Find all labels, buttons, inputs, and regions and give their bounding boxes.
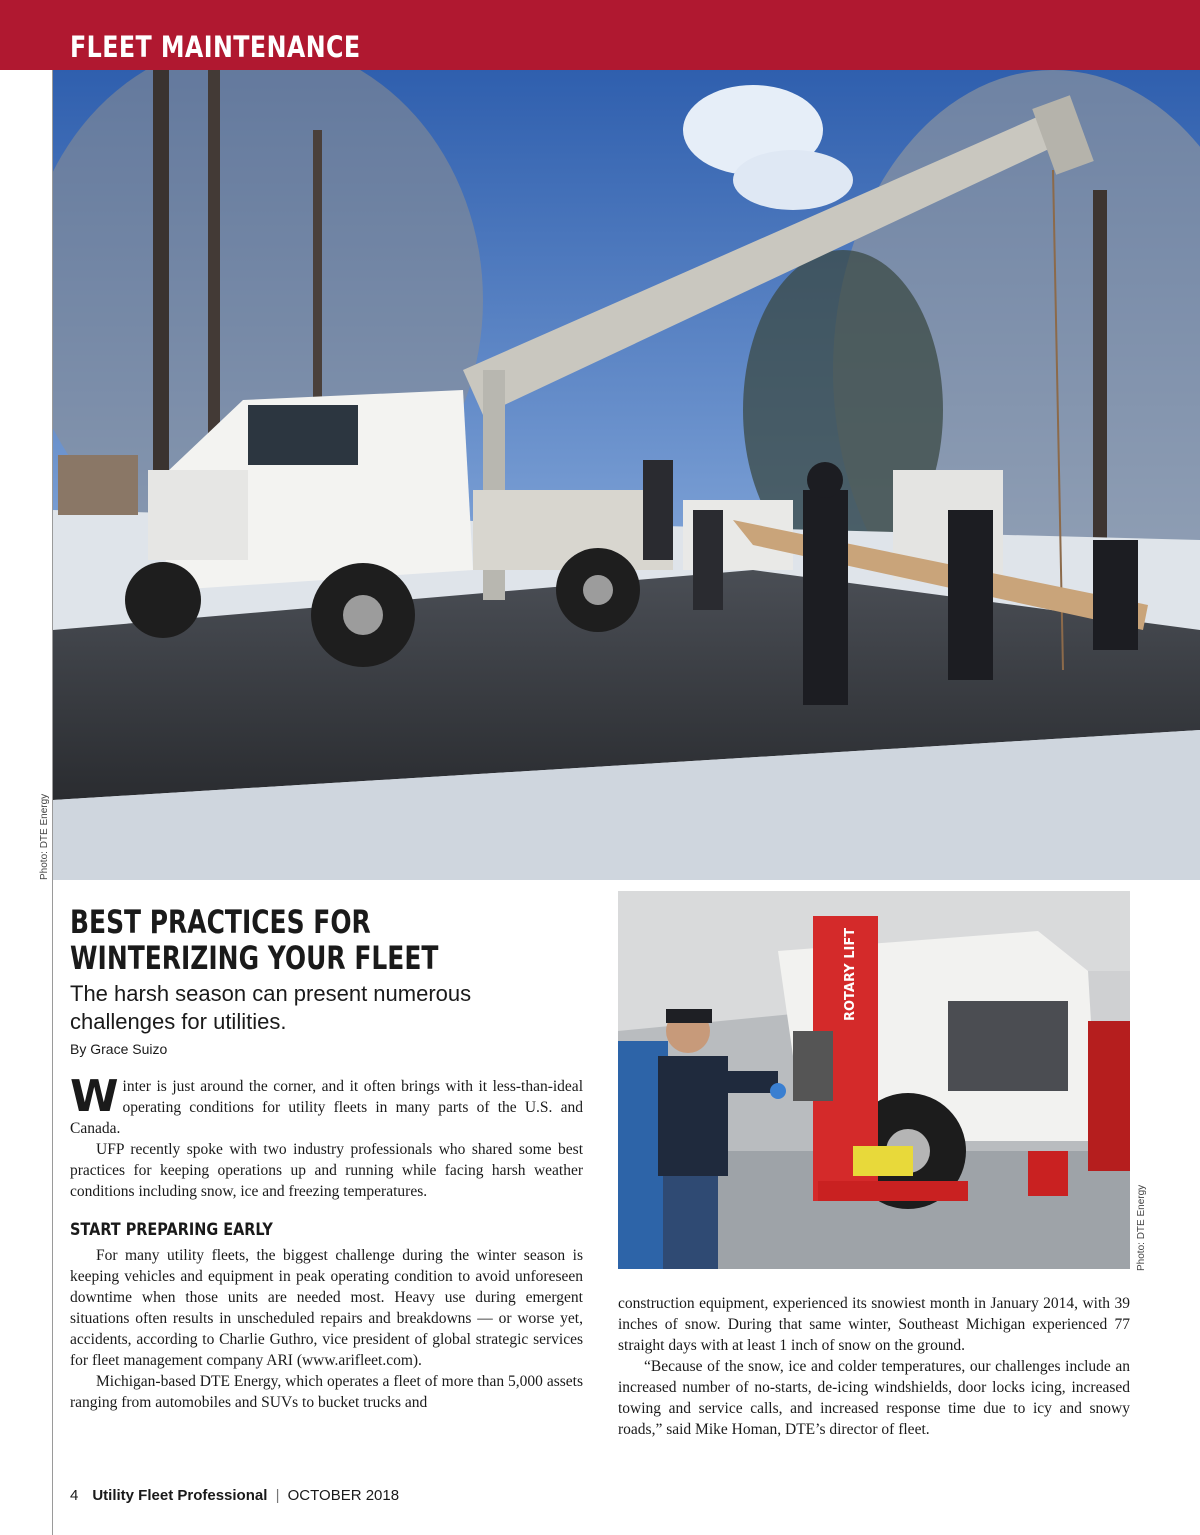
inset-photo xyxy=(618,891,1130,1269)
article-column-1 xyxy=(70,1071,583,1413)
footer-separator: | xyxy=(275,1487,280,1504)
page-number: 4 xyxy=(70,1487,79,1504)
issue-date: OCTOBER 2018 xyxy=(287,1487,400,1504)
section-heading: START PREPARING EARLY xyxy=(70,1220,273,1240)
article-column-2 xyxy=(618,1293,1130,1440)
article-paragraph: UFP recently spoke with two industry professionals who shared some best practices for keeping operations up and running while facing harsh weather conditions including snow, ice and freezing temperatures. xyxy=(70,1141,583,1200)
page-footer xyxy=(70,1487,399,1504)
article-byline: By Grace Suizo xyxy=(70,1041,168,1057)
article-paragraph: For many utility fleets, the biggest challenge during the winter season is keeping vehicles and equipment in peak operating condition to avoid unforeseen downtime when those units are needed most. Heavy use during emergent situations often results in unscheduled repairs and breakdowns — or worse yet, accidents, according to Charlie Guthro, vice president of global strategic services for fleet management company ARI (www.arifleet.com). xyxy=(70,1247,583,1369)
drop-cap: W xyxy=(70,1071,119,1122)
article-paragraph: Michigan-based DTE Energy, which operates a fleet of more than 5,000 assets ranging from automobiles and SUVs to bucket trucks and xyxy=(70,1373,583,1411)
article-paragraph: construction equipment, experienced its snowiest month in January 2014, with 39 inches of snow. During that same winter, Southeast Michigan experienced 77 straight days with at least 1 inch of snow on the ground. xyxy=(618,1295,1130,1354)
article-paragraph: Winter is just around the corner, and it often brings with it less-than-ideal operating conditions for utility fleets in many parts of the U.S. and Canada. xyxy=(70,1071,583,1137)
article-paragraph: “Because of the snow, ice and colder temperatures, our challenges include an increased number of no-starts, de-icing windshields, door locks icing, increased towing and service calls, and increased response time due to icy and snowy roads,” said Mike Homan, DTE’s director of fleet. xyxy=(618,1358,1130,1438)
inset-photo-credit: Photo: DTE Energy xyxy=(1136,1184,1147,1271)
publication-name: Utility Fleet Professional xyxy=(92,1487,268,1504)
article-headline: BEST PRACTICES FOR WINTERIZING YOUR FLEET xyxy=(70,903,439,977)
section-title: FLEET MAINTENANCE xyxy=(70,30,361,64)
hero-photo xyxy=(53,70,1200,880)
article-subhead: The harsh season can present numerous challenges for utilities. xyxy=(70,981,472,1034)
hero-photo-credit: Photo: DTE Energy xyxy=(39,793,50,880)
lift-label: ROTARY LIFT xyxy=(843,927,858,1021)
